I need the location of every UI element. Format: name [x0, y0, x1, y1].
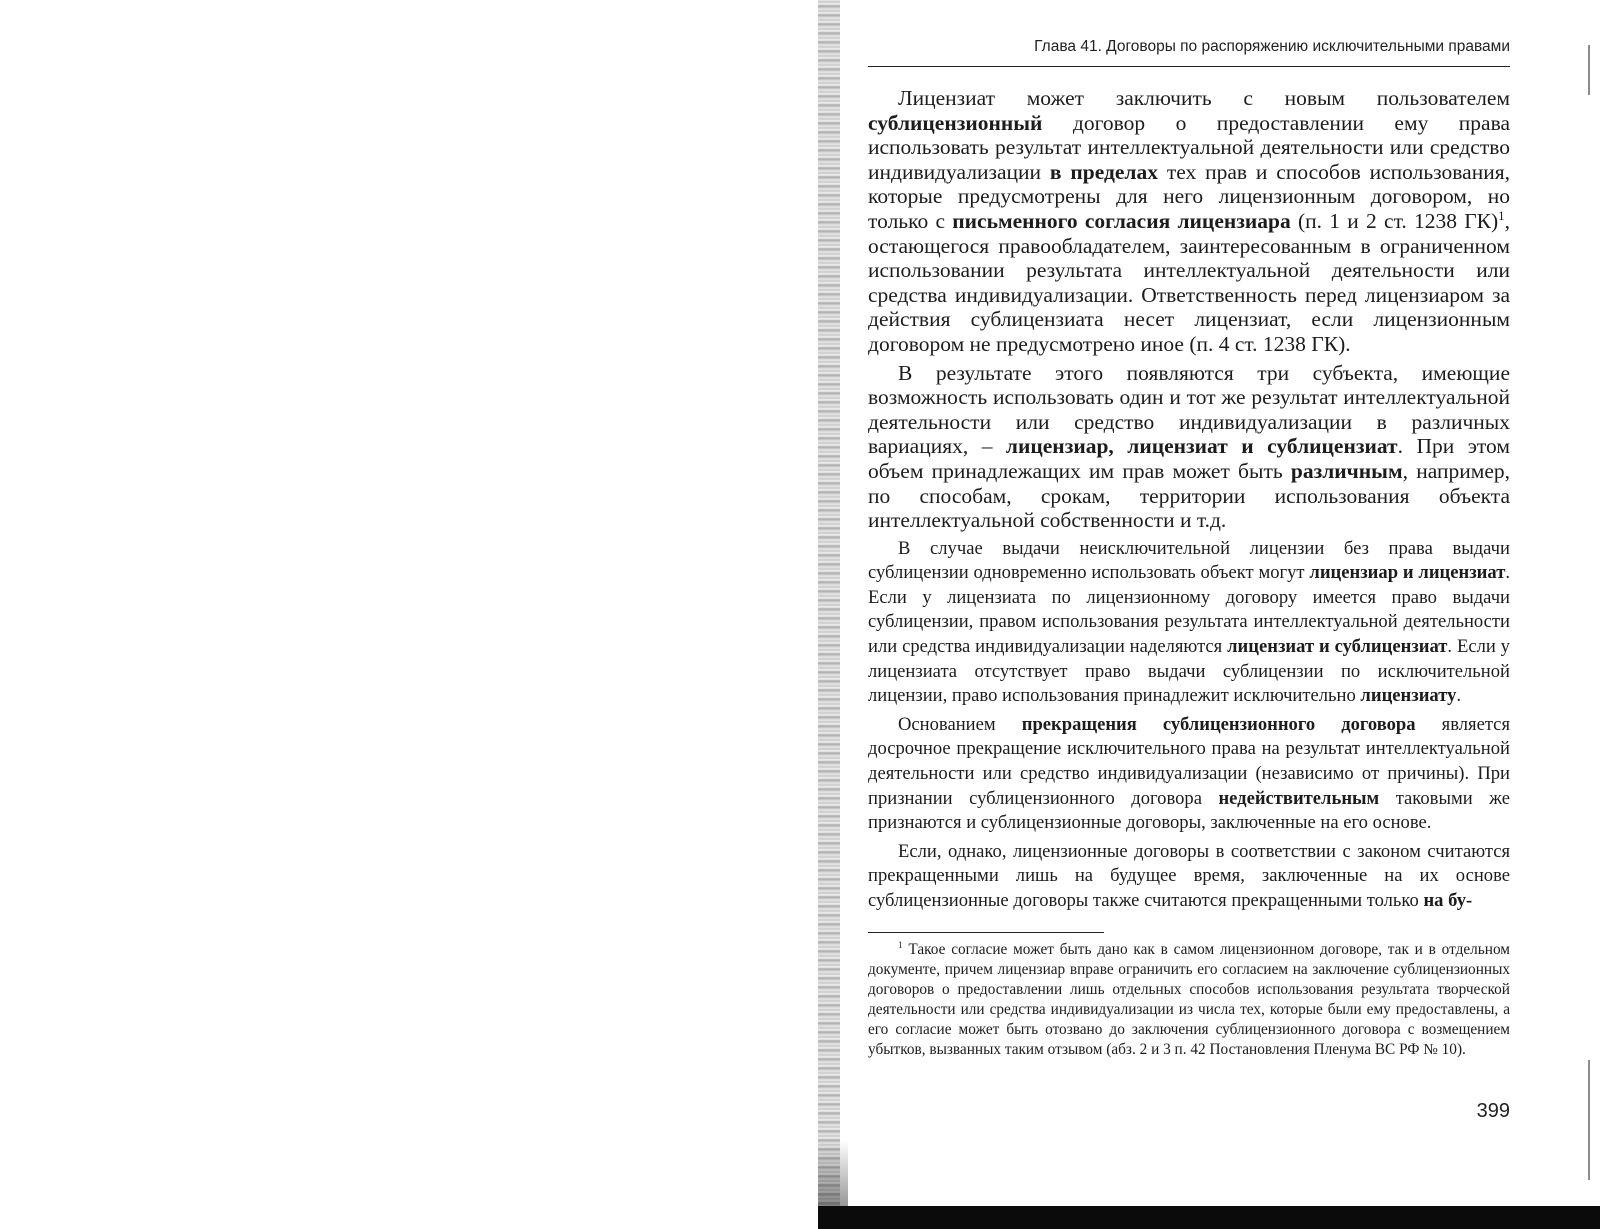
scan-bottom-edge [818, 1206, 1600, 1229]
bold-term: в пределах [1049, 159, 1158, 184]
text-run: (п. 1 и 2 ст. 1238 ГК) [1290, 208, 1499, 233]
text-run: таковыми же признаются и сублицензионные договоры, заключенные на его основе. [868, 787, 1511, 834]
book-page [868, 30, 1510, 1200]
paragraph [868, 361, 1510, 533]
text-run: . Если у лицензиата отсутствует право выдачи сублицензии по исключительной лицензии, право использования принадлежит исключительно [868, 636, 1510, 707]
bold-term: различным [1290, 458, 1403, 483]
bold-term: лицензиат и сублицензиат [1227, 636, 1448, 658]
text-run: В случае выдачи неисключительной лицензии без права выдачи сублицензии одновременно использовать объект могут [868, 537, 1510, 584]
bold-term: лицензиар, лицензиат и сублицензиат [1005, 434, 1398, 459]
bold-term: прекращения сублицензионного договора [1021, 713, 1416, 735]
paragraph [868, 86, 1510, 357]
footnote-marker: 1 [898, 939, 903, 950]
footnote-rule [868, 932, 1104, 933]
text-run: В результате этого появляются три субъекта, имеющие возможность использовать один и тот же результат интеллектуальной деятельности или средство индивидуализации в различных вариациях, – [868, 360, 1510, 459]
right-edge-mark [1588, 1060, 1590, 1180]
bold-term: лицензиар и лицензиат [1309, 562, 1506, 584]
paragraph [868, 537, 1510, 709]
text-run: , остающегося правообладателем, заинтересованным в ограниченном использовании результата интеллектуальной деятельности или средства индивидуализации. Ответственность перед лицензиаром за действия сублицензиата несет лицензиат, если лицензионным договором не предусмотрено иное (п. 4 ст. 1238 ГК). [868, 208, 1510, 356]
page-number: 399 [1476, 1100, 1510, 1122]
text-run: Основанием [898, 713, 1022, 735]
right-edge-mark [1588, 45, 1590, 95]
footnote-reference: 1 [1498, 208, 1505, 223]
bold-term: недействительным [1218, 787, 1380, 809]
text-run: , например, по способам, срокам, территории использования объекта интеллектуальной собственности и т.д. [868, 458, 1510, 533]
bold-term: лицензиату [1360, 685, 1457, 707]
text-run: является досрочное прекращение исключительного права на результат интеллектуальной деятельности или средство индивидуализации (независимо от причины). При признании сублицензионного договора [868, 713, 1510, 809]
text-run: Если, однако, лицензионные договоры в соответствии с законом считаются прекращенными лишь на будущее время, заключенные на их основе сублицензионные договоры также считаются прекращенными только [868, 840, 1510, 911]
body-text [868, 86, 1510, 914]
footnote-text: Такое согласие может быть дано как в самом лицензионном договоре, так и в отдельном документе, причем лицензиар вправе ограничить его согласием на заключение сублицензионных договоров о предоставлении лишь отдельных способов использования результата творческой деятельности или средства индивидуализации из числа тех, которые были ему предоставлены, а его согласие может быть отозвано до заключения сублицензионного договора с возмещением убытков, вызванных таким отзывом (абз. 2 и 3 п. 42 Постановления Пленума ВС РФ № 10). [868, 941, 1510, 1058]
paragraph [868, 713, 1510, 836]
paragraph [868, 840, 1510, 914]
bold-term: сублицензионный [868, 110, 1043, 135]
text-run: договор о предоставлении ему права использовать результат интеллектуальной деятельности или средство индивидуализации [868, 110, 1510, 184]
footnote [868, 940, 1510, 1060]
text-run: тех прав и способов использования, которые предусмотрены для него лицензионным договором, но только с [868, 159, 1510, 233]
running-head-rule [868, 66, 1510, 67]
text-run: . Если у лицензиата по лицензионному договору имеется право выдачи сублицензии, правом использования результата интеллектуальной деятельности или средства индивидуализации наделяются [868, 562, 1510, 658]
text-run: . [1456, 685, 1462, 707]
running-head: Глава 41. Договоры по распоряжению исключительными правами [1034, 38, 1510, 55]
text-run: Лицензиат может заключить с новым пользователем [898, 86, 1510, 110]
text-run: . При этом объем принадлежащих им прав может быть [868, 434, 1510, 483]
bold-term: на бу- [1423, 890, 1473, 911]
bold-term: письменного согласия лицензиара [952, 208, 1291, 233]
book-spine [818, 0, 840, 1229]
